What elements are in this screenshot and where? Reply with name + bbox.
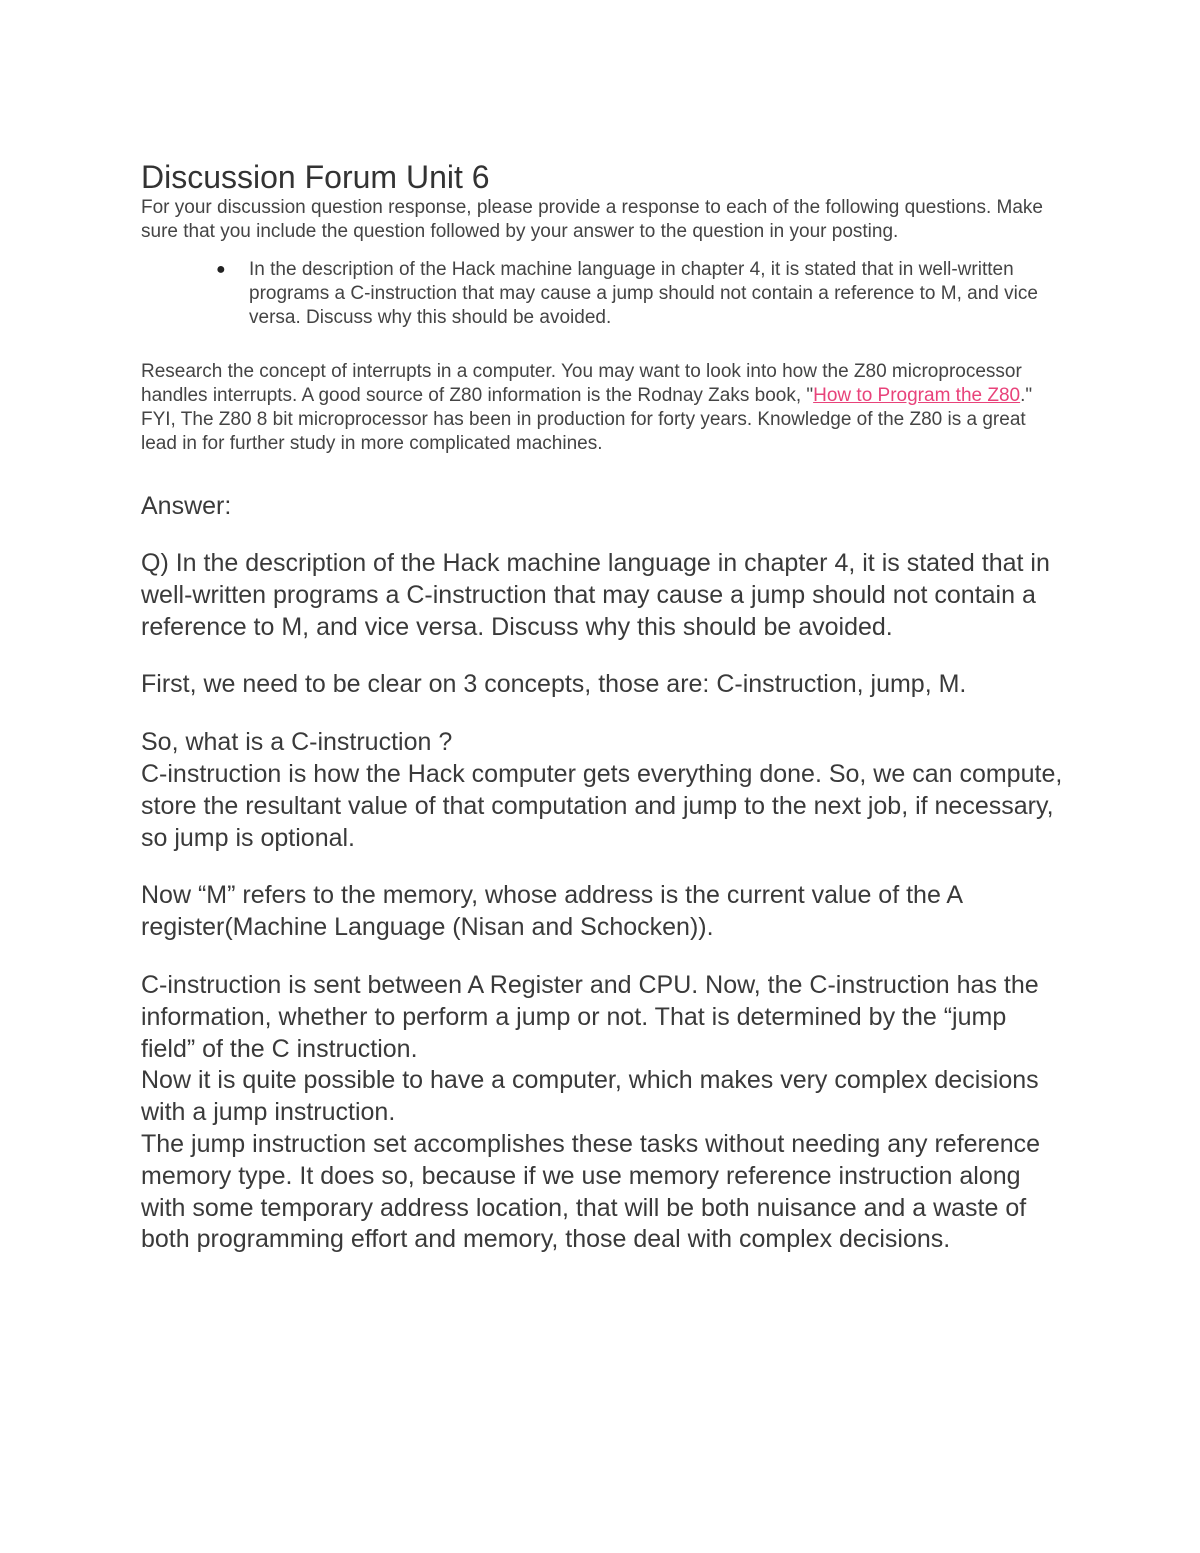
question-list [141, 258, 1066, 330]
c-instruction-answer: C-instruction is how the Hack computer gets everything done. So, we can compute, store the resultant value of that computation and jump to the next job, if necessary, so jump is optional. [141, 759, 1063, 852]
intro-paragraph: For your discussion question response, please provide a response to each of the following questions. Make sure that you include the question followed by your answer to the question in your posting. [141, 197, 1043, 242]
jump-instruction-set: The jump instruction set accomplishes these tasks without needing any reference memory type. It does so, because if we use memory reference instruction along with some temporary address location, that will be both nuisance and a waste of both programming effort and memory, those deal with complex decisions. [141, 1129, 1041, 1254]
m-explanation: Now “M” refers to the memory, whose address is the current value of the A register(Machine Language (Nisan and Schocken)). [141, 881, 962, 942]
fyi-paragraph: FYI, The Z80 8 bit microprocessor has been in production for forty years. Knowledge of the Z80 is a great lead in for further study in more complicated machines. [141, 409, 1026, 454]
c-instruction-question: So, what is a C-instruction ? [141, 728, 453, 757]
z80-book-link[interactable]: How to Program the Z80 [813, 385, 1021, 406]
answer-question: Q) In the description of the Hack machine language in chapter 4, it is stated that in well-written programs a C-instruction that may cause a jump should not contain a reference to M, and vice versa. Discuss why this should be avoided. [141, 549, 1050, 641]
list-item [141, 258, 1066, 330]
research-suffix: ." [1020, 385, 1033, 406]
answer-concepts: First, we need to be clear on 3 concepts, those are: C-instruction, jump, M. [141, 670, 967, 699]
bullet-icon: ● [216, 261, 226, 278]
research-paragraph [141, 360, 1066, 408]
research-text: Research the concept of interrupts in a computer. You may want to look into how the Z80 microprocessor handles interrupts. A good source of Z80 information is the Rodnay Zaks book, " [141, 361, 1022, 406]
document-page [141, 158, 1066, 1256]
document-title: Discussion Forum Unit 6 [141, 159, 490, 195]
complex-decisions: Now it is quite possible to have a computer, which makes very complex decisions with a jump instruction. [141, 1066, 1039, 1127]
answer-heading: Answer: [141, 492, 232, 520]
list-item-text: In the description of the Hack machine language in chapter 4, it is stated that in well-written programs a C-instruction that may cause a jump should not contain a reference to M, and vice versa. Discuss why this should be avoided. [249, 259, 1038, 328]
c-instruction-sent: C-instruction is sent between A Register and CPU. Now, the C-instruction has the information, whether to perform a jump or not. That is determined by the “jump field” of the C instruction. [141, 970, 1039, 1063]
